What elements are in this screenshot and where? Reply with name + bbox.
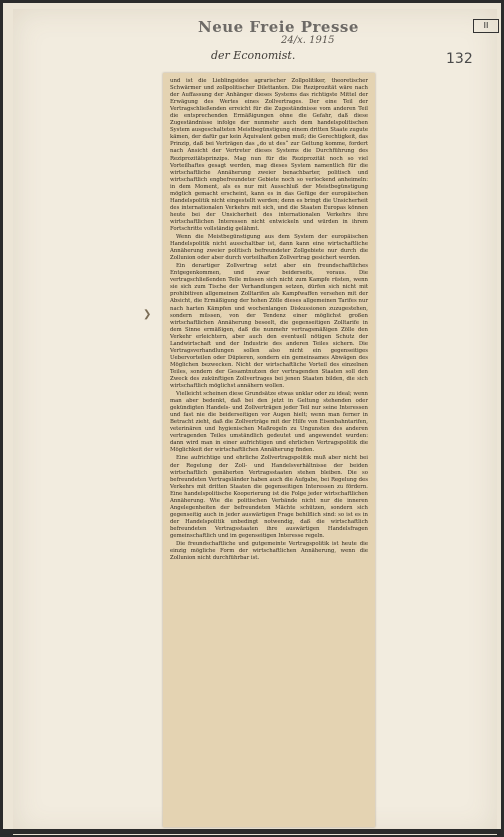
archive-sheet	[13, 9, 497, 835]
article-paragraph: Ein derartiger Zollvertrag setzt aber ein freundschaftliches Entgegenkommen, und zwar beiderseits, voraus. Die vertragschließenden Teile müssen sich nicht zum Kampfe rüsten, wenn sie sich zum Tische der Verhandlungen setzen, dürfen sich nicht mit prohibitiven allgemeinen Zolltarifen als Kampfwaffen versehen mit der Absicht, die Ermäßigung der hohen Zölle dieses allgemeinen Tarifes nur nach harten Kämpfen und wochenlangen Diskussionen zuzugestehen, sondern müssen, von der Tendenz einer möglichst großen wirtschaftlichen Annäherung beseelt, die gegenseitigen Zolltarife in dem Sinne ermäßigen, daß die nunmehr vertragsmäßigen Zölle den Verkehr erleichtern, aber auch den eventuell nötigen Schutz der Landwirtschaft und der Industrie des anderen Teiles sichern. Die Vertragsverhandlungen sollen also nicht ein gegenseitiges Uebervorteilen oder Düpieren, sondern ein gemeinsames Abwägen des Möglichen bezwecken. Nicht der wirtschaftliche Vorteil des einzelnen Teiles, sondern der Gesamtnutzen der vertragenden Staaten soll den Zweck des zukünftigen Zollvertrages bei jenen Staaten bilden, die sich wirtschaftlich möglichst annähern wollen.	[170, 263, 368, 390]
handwritten-date: 24/x. 1915	[281, 35, 335, 46]
page-marker-box: II	[473, 19, 499, 33]
article-paragraph: Eine aufrichtige und ehrliche Zollvertragspolitik muß aber nicht bei der Regelung der Zoll- und Handelsverhältnisse der beiden wirtschaftlich genäherten Vertragsstaaten stehen bleiben. Die so befreundeten Vertragsländer haben auch die Aufgabe, bei Regelung des Verkehrs mit dritten Staaten die gegenseitigen Interessen zu fördern. Eine handelspolitische Kooperierung ist die Folge jeder wirtschaftlichen Annäherung. Wie die politischen Verbände nicht nur die inneren Angelegenheiten der befreundeten Mächte schützen, sondern sich gegenseitig auch in jeder auswärtigen Frage behilflich sind: so ist es in der Handelspolitik unbedingt notwendig, daß die wirtschaftlich befreundeten Vertragsstaaten ihre auswärtigen Handelsfragen gemeinschaftlich und im gegenseitigen Interesse regeln.	[170, 455, 368, 539]
article-paragraph: Wenn die Meistbegünstigung aus dem System der europäischen Handelspolitik nicht ausschaltbar ist, dann kann eine wirtschaftliche Annäherung zweier politisch befreundeter Zollgebiete nur durch die Zollunion oder aber durch vorteilhaften Zollvertrag gesichert werden.	[170, 234, 368, 262]
newspaper-clipping	[163, 73, 375, 827]
article-paragraph: Die freundschaftliche und gutgemeinte Vertragspolitik ist heute die einzig mögliche Form der wirtschaftlichen Annäherung, wenn die Zollunion nicht durchführbar ist.	[170, 541, 368, 562]
folio-number: 132	[446, 51, 473, 67]
scan-bottom-edge	[3, 829, 501, 834]
handwritten-source: der Economist.	[211, 49, 296, 62]
newspaper-masthead: Neue Freie Presse	[198, 18, 359, 36]
margin-mark-icon: ❯	[143, 309, 152, 320]
article-paragraph: und ist die Lieblingsidee agrarischer Zollpolitiker, theoretischer Schwärmer und zollpolitischer Dilettanten. Die Reziprozität wäre nach der Auffassung der Anhänger dieses Systems das richtigste Mittel der Erwägung des Wertes eines Zollvertrages. Der eine Teil der Vertragschließenden erreicht für die Zugeständnisse vom anderen Teil die entsprechenden Ermäßigungen ohne die Gefahr, daß diese Zugeständnisse infolge der nunmehr auch dem handelspolitischen System ausgeschalteten Meistbegünstigung einem dritten Staate zugute kämen, der dafür gar kein Äquivalent geben muß; die Gerechtigkeit, das Prinzip, daß bei Verträgen das „do ut des“ zur Geltung komme, fordert nach Ansicht der Vertreter dieses Systems die Durchführung des Reziprozitätsprinzips. Mag nun für die Reziprozität noch so viel Vorteilhaftes gesagt werden, mag dieses System namentlich für die wirtschaftliche Annäherung zweier benachbarter, politisch und wirtschaftlich engbefreundeter Gebiete noch so verlockend anheimeln: in dem Moment, als es nur mit Ausschluß der Meistbegünstigung möglich gemacht erscheint, kann es in das Gefüge der europäischen Handelspolitik nicht eingestellt werden; denn es bringt die Unsicherheit des internationalen Verkehrs mit sich, und die Staaten Europas können heute bei der Unsicherheit des internationalen Verkehrs ihre wirtschaftlichen Interessen nicht entwickeln und würden in ihrem Fortschritte vollständig gelähmt.	[170, 78, 368, 232]
article-paragraph: Vielleicht scheinen diese Grundsätze etwas unklar oder zu ideal; wenn man aber bedenkt, daß bei den jetzt in Geltung stehenden oder gekündigten Handels- und Zollverträgen jeder Teil nur seine Interessen und fast nie die beiderseitigen vor Augen hielt; wenn man ferner in Betracht zieht, daß die Zollverträge mit der Hilfe von Eisenbahntarifen, veterinären und hygienischen Maßregeln zu Ungunsten des anderen vertragenden Teiles umständlich gedeutet und angewendet wurden: dann wird man in einer aufrichtigen und ehrlichen Vertragspolitik die Möglichkeit der wirtschaftlichen Annäherung finden.	[170, 391, 368, 454]
